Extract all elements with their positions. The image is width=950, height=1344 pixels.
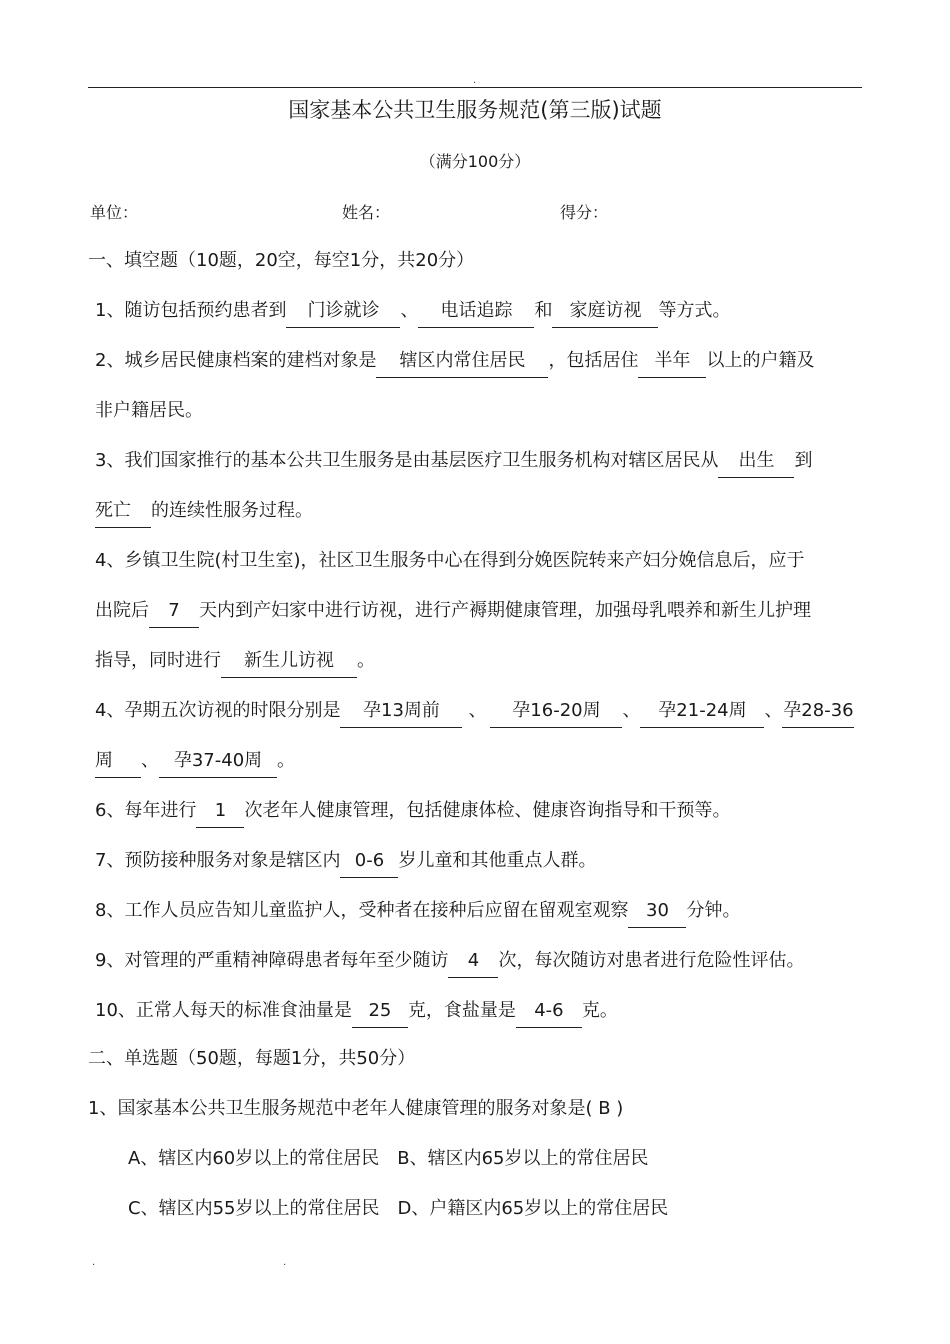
q4b-separator-2: 、 (622, 700, 641, 721)
q10-suffix: 克。 (581, 1000, 618, 1021)
score-field-label: 得分： (560, 203, 609, 222)
q1-suffix: 等方式。 (658, 300, 731, 321)
q10-blank-2: 4-6 (516, 998, 582, 1028)
q6-suffix: 次老年人健康管理，包括健康体检、健康咨询指导和干预等。 (244, 800, 731, 821)
q10-middle-text: 克，食盐量是 (407, 1000, 516, 1021)
question-4a: 4、乡镇卫生院(村卫生室)，社区卫生服务中心在得到分娩医院转来产妇分娩信息后，应于 (95, 550, 805, 571)
header-rule (88, 87, 862, 88)
q4b-separator-3: 、 (764, 700, 783, 721)
q3-suffix: 的连续性服务过程。 (151, 500, 313, 521)
q4a-text-2: 出院后 (95, 600, 149, 621)
q9-text: 9、对管理的严重精神障碍患者每年至少随访 (95, 950, 449, 971)
q7-suffix: 岁儿童和其他重点人群。 (398, 850, 597, 871)
mcq-1-stem: 1、国家基本公共卫生服务规范中老年人健康管理的服务对象是( B ) (88, 1098, 624, 1119)
q2-continuation: 非户籍居民。 (95, 400, 203, 421)
q10-blank-1: 25 (352, 998, 408, 1028)
q8-suffix: 分钟。 (686, 900, 741, 921)
q1-blank-1: 门诊就诊 (286, 298, 400, 328)
question-7 (95, 848, 596, 878)
q4a-suffix-3: 。 (357, 650, 375, 671)
question-2 (95, 348, 814, 378)
footer-dot-right: . (283, 1257, 287, 1268)
q4b-separator-4: 、 (141, 750, 159, 771)
unit-field-label: 单位： (90, 203, 139, 222)
q4b-separator-1: 、 (468, 700, 487, 721)
q3-blank-2: 死亡 (95, 498, 151, 528)
q10-text: 10、正常人每天的标准食油量是 (95, 1000, 352, 1021)
q6-text: 6、每年进行 (95, 800, 197, 821)
section2-heading: 二、单选题（50题，每题1分，共50分） (88, 1048, 416, 1069)
q6-blank-1: 1 (196, 798, 244, 828)
page-title: 国家基本公共卫生服务规范(第三版)试题 (288, 98, 662, 122)
q4b-blank-3: 孕21-24周 (640, 698, 764, 728)
q3-continuation (95, 498, 313, 528)
question-8 (95, 898, 740, 928)
q1-separator: 、 (400, 300, 419, 321)
q4b-blank-4-cont: 周 (95, 748, 141, 778)
question-9 (95, 948, 804, 978)
q1-blank-3: 家庭访视 (552, 298, 658, 328)
q9-blank-1: 4 (448, 948, 498, 978)
q4a-blank-2: 新生儿访视 (221, 648, 357, 678)
q1-conjunction: 和 (534, 300, 553, 321)
mcq-1-options-cd: C、辖区内55岁以上的常住居民 D、户籍区内65岁以上的常住居民 (128, 1198, 669, 1219)
q1-blank-2: 电话追踪 (418, 298, 534, 328)
mcq-1-options-ab: A、辖区内60岁以上的常住居民 B、辖区内65岁以上的常住居民 (128, 1148, 649, 1169)
question-6 (95, 798, 730, 828)
name-field-label: 姓名： (342, 203, 391, 222)
q4a-line-2 (95, 598, 811, 628)
q7-text: 7、预防接种服务对象是辖区内 (95, 850, 341, 871)
q3-text: 3、我们国家推行的基本公共卫生服务是由基层医疗卫生服务机构对辖区居民从 (95, 450, 719, 471)
q2-middle-text: ，包括居住 (548, 350, 639, 371)
q4b-blank-5: 孕37-40周 (159, 748, 277, 778)
q1-text: 1、随访包括预约患者到 (95, 300, 287, 321)
q8-text: 8、工作人员应告知儿童监护人，受种者在接种后应留在留观室观察 (95, 900, 629, 921)
q2-blank-2: 半年 (638, 348, 706, 378)
page-subtitle: （满分100分） (419, 152, 531, 171)
q4b-blank-1: 孕13周前 (340, 698, 462, 728)
footer-dot-left: . (92, 1257, 96, 1268)
q4b-blank-2: 孕16-20周 (490, 698, 622, 728)
q2-suffix: 以上的户籍及 (706, 350, 815, 371)
q2-blank-1: 辖区内常住居民 (376, 348, 548, 378)
q4b-blank-4: 孕28-36 (782, 698, 854, 728)
q4a-suffix-2: 天内到产妇家中进行访视，进行产褥期健康管理，加强母乳喂养和新生儿护理 (199, 600, 811, 621)
q7-blank-1: 0-6 (340, 848, 398, 878)
header-dot: . (473, 75, 477, 86)
question-10 (95, 998, 618, 1028)
q4a-blank-1: 7 (149, 598, 199, 628)
section1-heading: 一、填空题（10题，20空，每空1分，共20分） (88, 250, 475, 271)
q2-text: 2、城乡居民健康档案的建档对象是 (95, 350, 377, 371)
q4b-suffix: 。 (277, 750, 295, 771)
q4a-text-3: 指导，同时进行 (95, 650, 221, 671)
q9-suffix: 次，每次随访对患者进行危险性评估。 (498, 950, 805, 971)
question-1 (95, 298, 730, 328)
q3-middle-text: 到 (794, 450, 813, 471)
q3-blank-1: 出生 (718, 448, 794, 478)
q4b-text: 4、孕期五次访视的时限分别是 (95, 700, 341, 721)
q8-blank-1: 30 (628, 898, 686, 928)
question-4b (95, 698, 854, 728)
q4a-line-3 (95, 648, 375, 678)
q4b-line-2 (95, 748, 295, 778)
question-3 (95, 448, 812, 478)
